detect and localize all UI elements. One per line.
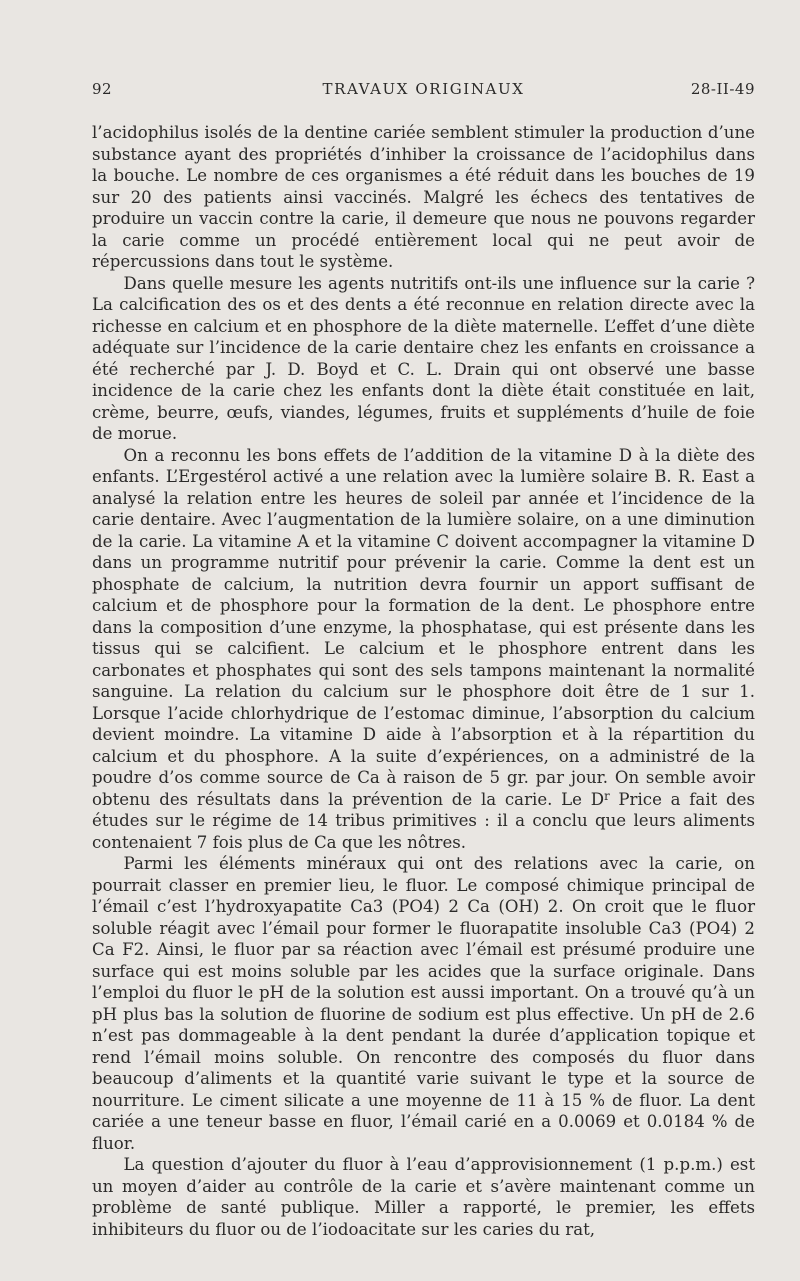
issue-date: 28-II-49 <box>690 80 755 98</box>
paragraph-water-fluoridation: La question d’ajouter du fluor à l’eau d’approvisionnement (1 p.p.m.) est un moyen d’aider au contrôle de la carie et s’avère maintenant comme un problème de santé publique. Miller a rapporté, le premier, les effets inhibiteurs du fluor ou de l’iodoacitate sur les caries du rat, <box>92 1155 755 1239</box>
paragraph-fluor: Parmi les éléments minéraux qui ont des relations avec la carie, on pourrait classer en premier lieu, le fluor. Le composé chimique principal de l’émail c’est l’hydroxyapatite Ca3 (PO4) 2 Ca (OH) 2. On croit que le fluor soluble réagit avec l’émail pour former le fluorapatite insoluble Ca3 (PO4) 2 Ca F2. Ainsi, le fluor par sa réaction avec l’émail est présumé produire une surface qui est moins soluble par les acides que la surface originale. Dans l’emploi du fluor le pH de la solution est aussi important. On a trouvé qu’à un pH plus bas la solution de fluorine de sodium est plus effective. Un pH de 2.6 n’est pas dommageable à la dent pendant la durée d’application topique et rend l’émail moins soluble. On rencontre des composés du fluor dans beaucoup d’aliments et la quantité varie suivant le type et la source de nourriture. Le ciment silicate a une moyenne de 11 à 15 % de fluor. La dent cariée a une teneur basse en fluor, l’émail carié en a 0.0069 et 0.0184 % de fluor. <box>92 854 755 1153</box>
paragraph-text: On a reconnu les bons effets de l’addition de la vitamine D à la diète des enfants. L’Ergestérol activé a une relation avec la lumière solaire B. R. East a analysé la relation entre les heures de soleil par année et l’incidence de la carie dentaire. Avec l’augmentation de la lumière solaire, on a une diminution de la carie. La vitamine A et la vitamine C doivent accompagner la vitamine D dans un programme nutritif pour prévenir la carie. Comme la dent est un phosphate de calcium, la nutrition devra fournir un apport suffisant de calcium et de phosphore pour la formation de la dent. Le phosphore entre dans la composition d’une enzyme, la phosphatase, qui est présente dans les tissus qui se calcifient. Le calcium et le phosphore entrent dans les carbonates et phosphates qui sont des sels tampons maintenant la normalité sanguine. La relation du calcium sur le phosphore doit être de 1 sur 1. Lorsque l’acide chlorhydrique de l’estomac diminue, l’absorption du calcium devient moindre. La vitamine D aide à l’absorption et à la répartition du calcium et du phosphore. A la suite d’expériences, on a administré de la poudre d’os comme source de Ca à raison de 5 gr. par jour. On semble avoir obtenu des résultats dans la prévention de la carie. Le D <box>92 445 755 809</box>
running-head <box>92 80 755 104</box>
paragraph-nutrition: Dans quelle mesure les agents nutritifs ont-ils une influence sur la carie ? La calcification des os et des dents a été reconnue en relation directe avec la richesse en calcium et en phosphore de la diète maternelle. L’effet d’une diète adéquate sur l’incidence de la carie dentaire chez les enfants en croissance a été recherché par J. D. Boyd et C. L. Drain qui ont observé une basse incidence de la carie chez les enfants dont la diète était constituée en lait, crème, beurre, œufs, viandes, légumes, fruits et suppléments d’huile de foie de morue. <box>92 273 755 443</box>
running-title: TRAVAUX ORIGINAUX <box>322 80 525 98</box>
paragraph-text-continued: Price a fait des études sur le régime de 14 tribus primitives : il a conclu que leurs aliments contenaient 7 fois plus de Ca que les nôtres. <box>92 789 755 852</box>
paragraph-acidophilus-vaccine: l’acidophilus isolés de la dentine cariée semblent stimuler la production d’une substance ayant des propriétés d’inhiber la croissance de l’acidophilus dans la bouche. Le nombre de ces organismes a été réduit dans les bouches de 19 sur 20 des patients ainsi vaccinés. Malgré les échecs des tentatives de produire un vaccin contre la carie, il demeure que nous ne pouvons regarder la carie comme un procédé entièrement local qui ne peut avoir de répercussions dans tout le système. <box>92 123 755 271</box>
page-number: 92 <box>92 80 113 98</box>
article-body <box>92 122 755 1240</box>
superscript: r <box>604 788 610 803</box>
paragraph-vitamins-calcium <box>92 445 755 854</box>
